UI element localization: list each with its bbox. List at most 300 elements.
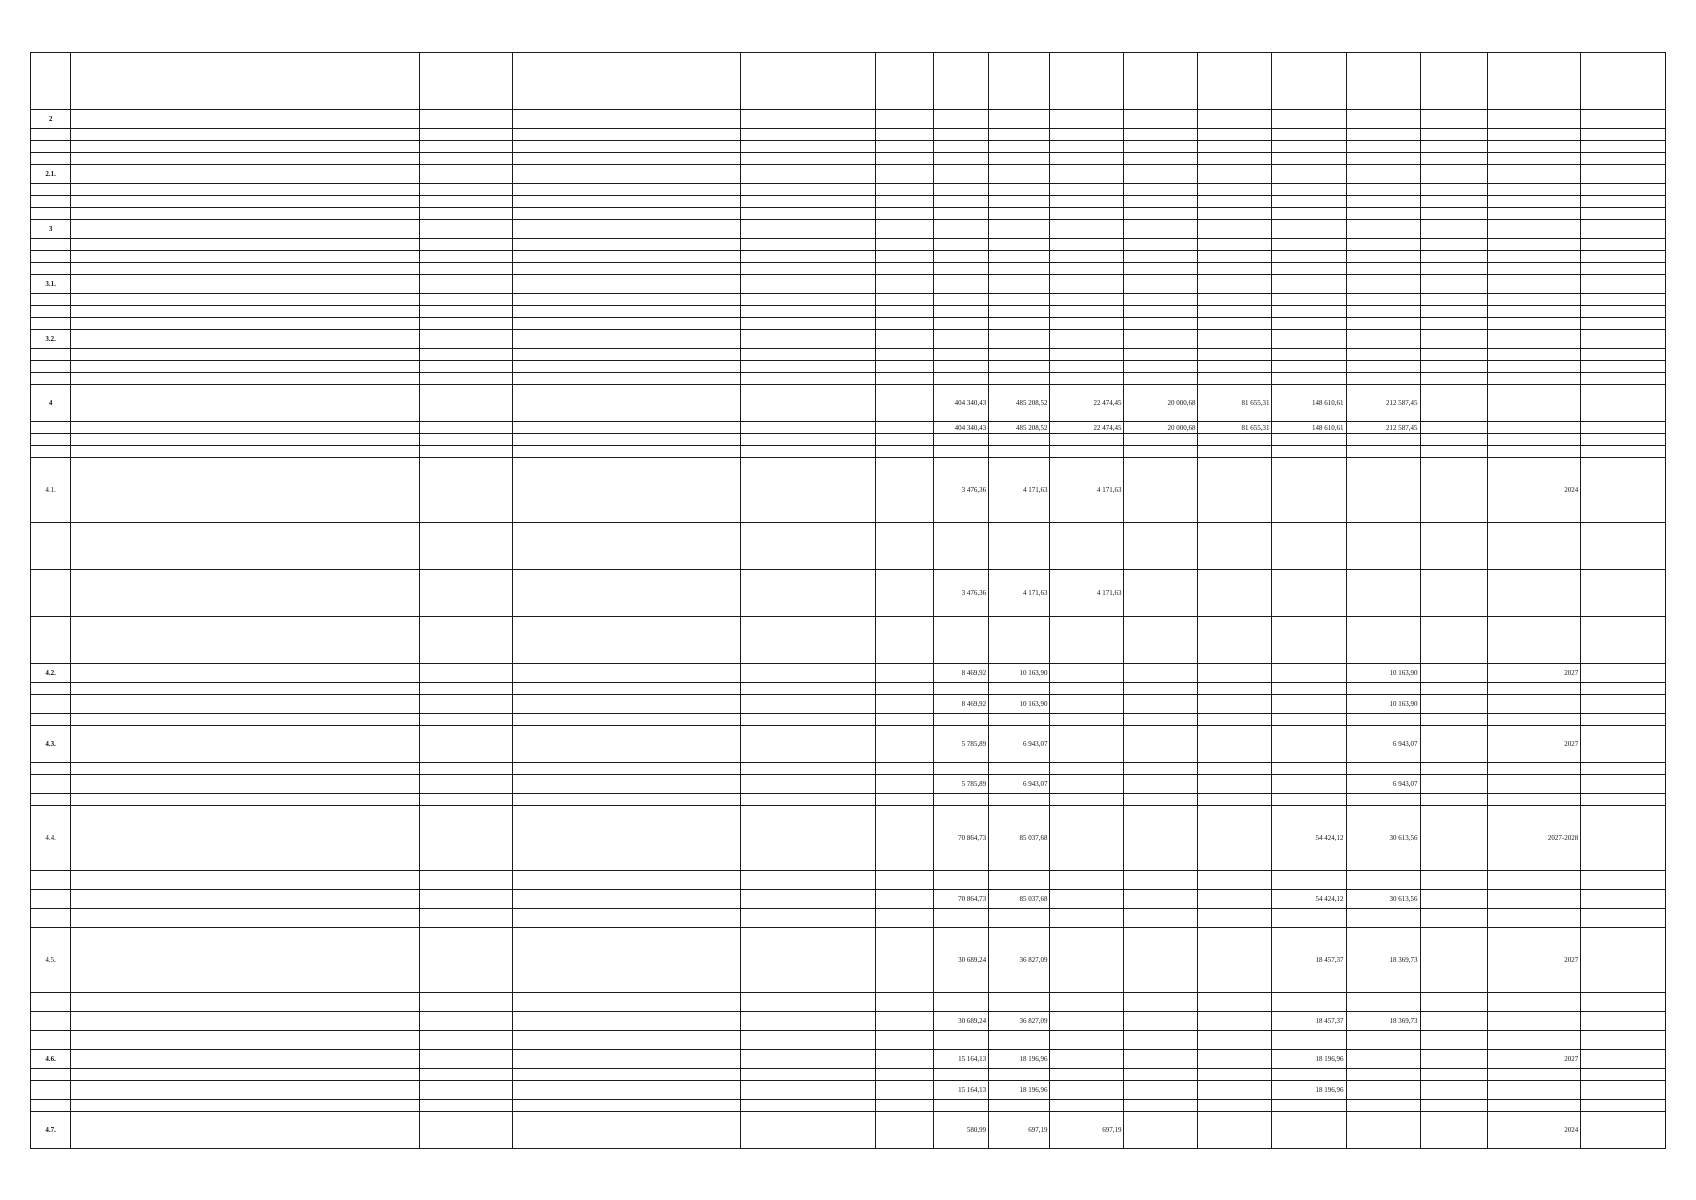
length-cell <box>420 373 513 385</box>
parameters-cell <box>740 1081 875 1100</box>
schedule-cell <box>1420 263 1488 275</box>
commission-date-cell <box>1488 239 1581 251</box>
plan-2024-cell <box>1050 306 1124 318</box>
total-ex-vat-cell <box>934 220 989 239</box>
table-row <box>31 275 1666 294</box>
parameters-cell <box>740 208 875 220</box>
location-cell <box>513 871 740 890</box>
plan-2025-cell <box>1124 1069 1198 1081</box>
plan-2026-cell <box>1198 1069 1272 1081</box>
total-ex-vat-cell <box>934 275 989 294</box>
total-with-vat-cell <box>989 294 1050 306</box>
load-cell <box>875 871 933 890</box>
row-number-cell <box>31 794 71 806</box>
total-with-vat-cell <box>989 794 1050 806</box>
length-cell <box>420 385 513 422</box>
location-cell <box>513 208 740 220</box>
total-ex-vat-cell: 30 689,24 <box>934 928 989 993</box>
plan-2028-cell <box>1346 1100 1420 1112</box>
table-row <box>31 141 1666 153</box>
plan-2028-cell <box>1346 275 1420 294</box>
plan-2024-cell <box>1050 251 1124 263</box>
plan-2024-cell <box>1050 349 1124 361</box>
length-cell <box>420 523 513 570</box>
length-cell <box>420 458 513 523</box>
plan-2026-cell <box>1198 523 1272 570</box>
parameters-cell <box>740 1069 875 1081</box>
row-number-cell: 3 <box>31 220 71 239</box>
table-row <box>31 1081 1666 1100</box>
plan-2025-cell <box>1124 294 1198 306</box>
header-name <box>71 53 420 110</box>
location-cell <box>513 763 740 775</box>
funding-source-cell <box>1581 570 1666 617</box>
length-cell <box>420 141 513 153</box>
length-cell <box>420 1112 513 1149</box>
length-cell <box>420 726 513 763</box>
total-ex-vat-cell: 15 164,13 <box>934 1081 989 1100</box>
plan-2028-cell <box>1346 1112 1420 1149</box>
total-ex-vat-cell <box>934 361 989 373</box>
plan-2025-cell <box>1124 714 1198 726</box>
parameters-cell <box>740 1100 875 1112</box>
total-with-vat-cell <box>989 523 1050 570</box>
length-cell <box>420 275 513 294</box>
row-number-cell <box>31 306 71 318</box>
total-with-vat-cell <box>989 208 1050 220</box>
plan-2027-cell <box>1272 110 1346 129</box>
item-name-cell <box>71 806 420 871</box>
parameters-cell <box>740 617 875 664</box>
schedule-cell <box>1420 1081 1488 1100</box>
funding-source-cell <box>1581 373 1666 385</box>
length-cell <box>420 1050 513 1069</box>
plan-2026-cell <box>1198 570 1272 617</box>
parameters-cell <box>740 806 875 871</box>
commission-date-cell <box>1488 570 1581 617</box>
header-length <box>420 53 513 110</box>
plan-2027-cell <box>1272 361 1346 373</box>
header-need-vat <box>989 53 1050 110</box>
length-cell <box>420 330 513 349</box>
table-row <box>31 263 1666 275</box>
plan-2024-cell <box>1050 726 1124 763</box>
commission-date-cell <box>1488 683 1581 695</box>
schedule-cell <box>1420 220 1488 239</box>
commission-date-cell <box>1488 993 1581 1012</box>
schedule-cell <box>1420 275 1488 294</box>
parameters-cell <box>740 165 875 184</box>
parameters-cell <box>740 129 875 141</box>
plan-2026-cell <box>1198 141 1272 153</box>
plan-2024-cell <box>1050 275 1124 294</box>
plan-2024-cell <box>1050 1069 1124 1081</box>
plan-2026-cell <box>1198 263 1272 275</box>
plan-2027-cell: 18 457,37 <box>1272 928 1346 993</box>
parameters-cell <box>740 306 875 318</box>
schedule-cell <box>1420 775 1488 794</box>
load-cell <box>875 763 933 775</box>
plan-2028-cell: 212 587,45 <box>1346 422 1420 434</box>
parameters-cell <box>740 239 875 251</box>
plan-2024-cell <box>1050 330 1124 349</box>
plan-2027-cell <box>1272 275 1346 294</box>
header-plan-2028 <box>1346 53 1420 110</box>
load-cell <box>875 110 933 129</box>
plan-2025-cell <box>1124 1031 1198 1050</box>
table-row <box>31 422 1666 434</box>
item-name-cell <box>71 220 420 239</box>
table-row <box>31 683 1666 695</box>
load-cell <box>875 909 933 928</box>
total-ex-vat-cell: 5 785,89 <box>934 726 989 763</box>
funding-source-cell <box>1581 794 1666 806</box>
plan-2026-cell <box>1198 617 1272 664</box>
funding-source-cell <box>1581 871 1666 890</box>
commission-date-cell <box>1488 714 1581 726</box>
commission-date-cell <box>1488 275 1581 294</box>
total-ex-vat-cell <box>934 306 989 318</box>
plan-2027-cell <box>1272 1100 1346 1112</box>
item-name-cell <box>71 373 420 385</box>
row-number-cell <box>31 714 71 726</box>
location-cell <box>513 422 740 434</box>
commission-date-cell <box>1488 775 1581 794</box>
schedule-cell <box>1420 871 1488 890</box>
plan-2026-cell <box>1198 251 1272 263</box>
location-cell <box>513 239 740 251</box>
commission-date-cell <box>1488 294 1581 306</box>
load-cell <box>875 141 933 153</box>
funding-source-cell <box>1581 1012 1666 1031</box>
plan-2024-cell <box>1050 1012 1124 1031</box>
plan-2025-cell <box>1124 794 1198 806</box>
load-cell <box>875 184 933 196</box>
schedule-cell <box>1420 1012 1488 1031</box>
table-row <box>31 318 1666 330</box>
commission-date-cell <box>1488 361 1581 373</box>
commission-date-cell <box>1488 385 1581 422</box>
item-name-cell <box>71 330 420 349</box>
commission-date-cell <box>1488 871 1581 890</box>
plan-2028-cell <box>1346 570 1420 617</box>
schedule-cell <box>1420 714 1488 726</box>
table-row <box>31 434 1666 446</box>
item-name-cell <box>71 251 420 263</box>
funding-source-cell <box>1581 318 1666 330</box>
table-row <box>31 385 1666 422</box>
commission-date-cell <box>1488 184 1581 196</box>
load-cell <box>875 1050 933 1069</box>
plan-2024-cell: 22 474,45 <box>1050 385 1124 422</box>
length-cell <box>420 890 513 909</box>
funding-source-cell <box>1581 196 1666 208</box>
location-cell <box>513 775 740 794</box>
plan-2028-cell <box>1346 871 1420 890</box>
total-with-vat-cell: 10 163,90 <box>989 664 1050 683</box>
item-name-cell <box>71 446 420 458</box>
total-ex-vat-cell <box>934 208 989 220</box>
table-row <box>31 1069 1666 1081</box>
plan-2026-cell <box>1198 806 1272 871</box>
funding-source-cell <box>1581 422 1666 434</box>
plan-2025-cell <box>1124 275 1198 294</box>
row-number-cell <box>31 361 71 373</box>
header-plan-2027 <box>1272 53 1346 110</box>
schedule-cell <box>1420 196 1488 208</box>
location-cell <box>513 349 740 361</box>
plan-2027-cell <box>1272 129 1346 141</box>
total-with-vat-cell <box>989 1069 1050 1081</box>
plan-2027-cell <box>1272 184 1346 196</box>
item-name-cell <box>71 617 420 664</box>
parameters-cell <box>740 1031 875 1050</box>
plan-2028-cell: 30 613,56 <box>1346 890 1420 909</box>
row-number-cell <box>31 208 71 220</box>
plan-2026-cell <box>1198 446 1272 458</box>
item-name-cell <box>71 458 420 523</box>
total-ex-vat-cell <box>934 683 989 695</box>
commission-date-cell <box>1488 763 1581 775</box>
total-with-vat-cell <box>989 184 1050 196</box>
total-ex-vat-cell <box>934 434 989 446</box>
item-name-cell <box>71 422 420 434</box>
plan-2027-cell <box>1272 993 1346 1012</box>
table-row <box>31 306 1666 318</box>
commission-date-cell <box>1488 196 1581 208</box>
plan-2026-cell <box>1198 928 1272 993</box>
total-ex-vat-cell <box>934 1031 989 1050</box>
funding-source-cell <box>1581 294 1666 306</box>
plan-2028-cell <box>1346 165 1420 184</box>
location-cell <box>513 434 740 446</box>
plan-2028-cell <box>1346 458 1420 523</box>
parameters-cell <box>740 763 875 775</box>
plan-2024-cell: 22 474,45 <box>1050 422 1124 434</box>
total-ex-vat-cell <box>934 184 989 196</box>
total-with-vat-cell <box>989 306 1050 318</box>
schedule-cell <box>1420 349 1488 361</box>
parameters-cell <box>740 318 875 330</box>
schedule-cell <box>1420 110 1488 129</box>
header-funding-source <box>1581 53 1666 110</box>
table-row <box>31 208 1666 220</box>
plan-2024-cell <box>1050 446 1124 458</box>
load-cell <box>875 263 933 275</box>
plan-2027-cell <box>1272 714 1346 726</box>
plan-2025-cell <box>1124 361 1198 373</box>
funding-source-cell <box>1581 208 1666 220</box>
funding-source-cell <box>1581 664 1666 683</box>
plan-2028-cell <box>1346 714 1420 726</box>
location-cell <box>513 330 740 349</box>
schedule-cell <box>1420 184 1488 196</box>
load-cell <box>875 153 933 165</box>
total-ex-vat-cell <box>934 523 989 570</box>
total-ex-vat-cell <box>934 446 989 458</box>
table-row <box>31 458 1666 523</box>
plan-2028-cell: 212 587,45 <box>1346 385 1420 422</box>
plan-2027-cell <box>1272 294 1346 306</box>
plan-2025-cell <box>1124 318 1198 330</box>
header-schedule <box>1420 53 1488 110</box>
schedule-cell <box>1420 1069 1488 1081</box>
plan-2028-cell: 18 369,73 <box>1346 1012 1420 1031</box>
header-need-ex-vat <box>934 53 989 110</box>
total-ex-vat-cell <box>934 617 989 664</box>
length-cell <box>420 909 513 928</box>
total-ex-vat-cell <box>934 129 989 141</box>
location-cell <box>513 1081 740 1100</box>
plan-2024-cell <box>1050 318 1124 330</box>
schedule-cell <box>1420 153 1488 165</box>
total-with-vat-cell <box>989 129 1050 141</box>
plan-2026-cell <box>1198 890 1272 909</box>
parameters-cell <box>740 458 875 523</box>
row-number-cell <box>31 153 71 165</box>
funding-source-cell <box>1581 617 1666 664</box>
commission-date-cell <box>1488 890 1581 909</box>
length-cell <box>420 306 513 318</box>
plan-2025-cell <box>1124 349 1198 361</box>
total-ex-vat-cell <box>934 294 989 306</box>
location-cell <box>513 726 740 763</box>
table-row <box>31 928 1666 993</box>
total-ex-vat-cell <box>934 763 989 775</box>
header-row <box>31 53 1666 110</box>
plan-2024-cell <box>1050 794 1124 806</box>
plan-2025-cell <box>1124 208 1198 220</box>
plan-2025-cell <box>1124 239 1198 251</box>
commission-date-cell: 2024 <box>1488 1112 1581 1149</box>
plan-2027-cell <box>1272 523 1346 570</box>
plan-2025-cell <box>1124 993 1198 1012</box>
row-number-cell <box>31 129 71 141</box>
table-row <box>31 695 1666 714</box>
load-cell <box>875 570 933 617</box>
total-ex-vat-cell <box>934 871 989 890</box>
plan-2024-cell <box>1050 141 1124 153</box>
load-cell <box>875 373 933 385</box>
row-number-cell <box>31 683 71 695</box>
plan-2028-cell <box>1346 208 1420 220</box>
commission-date-cell <box>1488 1012 1581 1031</box>
commission-date-cell <box>1488 523 1581 570</box>
parameters-cell <box>740 1012 875 1031</box>
plan-2025-cell: 20 000,68 <box>1124 422 1198 434</box>
table-row <box>31 806 1666 871</box>
plan-2024-cell <box>1050 523 1124 570</box>
parameters-cell <box>740 714 875 726</box>
total-ex-vat-cell: 15 164,13 <box>934 1050 989 1069</box>
item-name-cell <box>71 153 420 165</box>
row-number-cell <box>31 1012 71 1031</box>
parameters-cell <box>740 570 875 617</box>
table-row <box>31 110 1666 129</box>
row-number-cell <box>31 1100 71 1112</box>
length-cell <box>420 1069 513 1081</box>
table-row <box>31 294 1666 306</box>
load-cell <box>875 695 933 714</box>
item-name-cell <box>71 909 420 928</box>
plan-2027-cell <box>1272 1069 1346 1081</box>
parameters-cell <box>740 928 875 993</box>
plan-2024-cell <box>1050 196 1124 208</box>
row-number-cell: 4.5. <box>31 928 71 993</box>
commission-date-cell: 2027 <box>1488 1050 1581 1069</box>
plan-2024-cell <box>1050 165 1124 184</box>
plan-2024-cell <box>1050 1081 1124 1100</box>
table-row <box>31 446 1666 458</box>
table-row <box>31 993 1666 1012</box>
total-ex-vat-cell: 70 864,73 <box>934 806 989 871</box>
row-number-cell <box>31 763 71 775</box>
item-name-cell <box>71 1012 420 1031</box>
total-with-vat-cell: 4 171,63 <box>989 458 1050 523</box>
schedule-cell <box>1420 385 1488 422</box>
total-ex-vat-cell: 5 785,89 <box>934 775 989 794</box>
length-cell <box>420 1100 513 1112</box>
load-cell <box>875 806 933 871</box>
schedule-cell <box>1420 434 1488 446</box>
plan-2025-cell <box>1124 683 1198 695</box>
load-cell <box>875 330 933 349</box>
total-ex-vat-cell <box>934 330 989 349</box>
funding-source-cell <box>1581 1031 1666 1050</box>
plan-2027-cell <box>1272 909 1346 928</box>
plan-2028-cell <box>1346 141 1420 153</box>
plan-2025-cell <box>1124 251 1198 263</box>
item-name-cell <box>71 129 420 141</box>
plan-2027-cell <box>1272 239 1346 251</box>
commission-date-cell <box>1488 794 1581 806</box>
plan-2025-cell <box>1124 373 1198 385</box>
parameters-cell <box>740 141 875 153</box>
total-ex-vat-cell <box>934 373 989 385</box>
plan-2024-cell <box>1050 683 1124 695</box>
plan-2026-cell <box>1198 993 1272 1012</box>
parameters-cell <box>740 184 875 196</box>
plan-2024-cell <box>1050 208 1124 220</box>
plan-2025-cell <box>1124 664 1198 683</box>
location-cell <box>513 385 740 422</box>
plan-2028-cell <box>1346 251 1420 263</box>
table-row <box>31 1100 1666 1112</box>
row-number-cell <box>31 373 71 385</box>
plan-2027-cell <box>1272 165 1346 184</box>
commission-date-cell <box>1488 349 1581 361</box>
total-ex-vat-cell <box>934 1069 989 1081</box>
plan-2025-cell <box>1124 523 1198 570</box>
total-with-vat-cell: 485 208,52 <box>989 422 1050 434</box>
item-name-cell <box>71 775 420 794</box>
location-cell <box>513 458 740 523</box>
parameters-cell <box>740 220 875 239</box>
item-name-cell <box>71 361 420 373</box>
row-number-cell: 3.2. <box>31 330 71 349</box>
total-ex-vat-cell <box>934 141 989 153</box>
load-cell <box>875 458 933 523</box>
item-name-cell <box>71 1069 420 1081</box>
length-cell <box>420 129 513 141</box>
location-cell <box>513 275 740 294</box>
parameters-cell <box>740 330 875 349</box>
location-cell <box>513 373 740 385</box>
total-with-vat-cell <box>989 263 1050 275</box>
parameters-cell <box>740 664 875 683</box>
total-with-vat-cell <box>989 141 1050 153</box>
plan-2024-cell <box>1050 617 1124 664</box>
